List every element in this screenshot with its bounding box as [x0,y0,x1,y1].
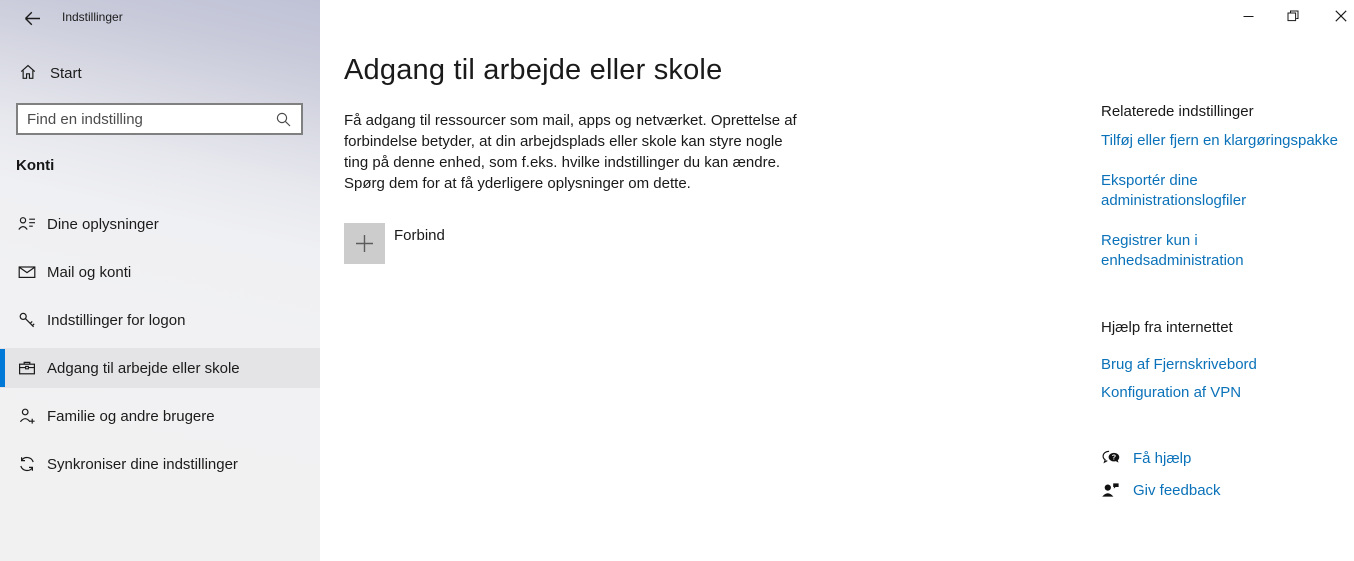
page-title: Adgang til arbejde eller skole [344,54,723,86]
sidebar-item-label: Indstillinger for logon [47,311,186,329]
sidebar-item-synkroniser-dine-indstillinger[interactable] [0,444,320,484]
sidebar [0,0,320,561]
restore-button[interactable] [1270,0,1316,32]
contact-info-icon [17,214,37,234]
sidebar-section-title: Konti [16,157,55,174]
get-help-link[interactable] [1101,448,1191,468]
restore-icon [1287,10,1299,22]
sidebar-item-adgang-til-arbejde-eller-skole[interactable] [0,348,320,388]
plus-icon [344,223,385,264]
related-settings-title: Relaterede indstillinger [1101,103,1254,120]
back-button[interactable] [12,4,52,32]
sidebar-item-mail-og-konti[interactable] [0,252,320,292]
chat-help-icon [1101,448,1121,468]
give-feedback-link[interactable] [1101,480,1221,500]
sync-icon [17,454,37,474]
key-icon [17,310,37,330]
selection-accent-bar [0,349,5,387]
give-feedback-label: Giv feedback [1133,481,1221,499]
add-person-icon [17,406,37,426]
connect-button-label: Forbind [394,227,445,244]
link-vpn-configuration-help[interactable]: Konfiguration af VPN [1101,384,1242,401]
home-icon [19,63,39,83]
close-icon [1335,10,1347,22]
sidebar-item-label: Start [50,64,82,82]
minimize-icon [1243,11,1254,22]
page-description: Få adgang til ressourcer som mail, apps og netværket. Oprettelse af forbindelse betyder, at din arbejdsplads eller skole kan styre nogle ting på denne enhed, som f.eks. hvilke indstillinger du kan ændre. Spørg dem for at få yderligere oplysninger om dette. [344,112,797,192]
sidebar-item-indstillinger-for-logon[interactable] [0,300,320,340]
svg-text:?: ? [1111,453,1117,462]
close-button[interactable] [1318,0,1354,32]
link-add-remove-provisioning-package[interactable]: Tilføj eller fjern en klargøringspakke [1101,132,1339,149]
sidebar-item-dine-oplysninger[interactable] [0,204,320,244]
briefcase-icon [17,358,37,378]
sidebar-item-label: Dine oplysninger [47,215,159,233]
feedback-person-icon [1101,480,1121,500]
search-icon[interactable] [275,111,292,128]
link-export-management-logs[interactable]: Eksportér dine administrationslogfiler [1101,172,1247,209]
search-input[interactable] [18,111,275,128]
app-title: Indstillinger [62,10,123,24]
back-arrow-icon [24,11,41,26]
minimize-button[interactable] [1225,0,1271,32]
sidebar-item-label: Adgang til arbejde eller skole [47,359,240,377]
link-remote-desktop-help[interactable]: Brug af Fjernskrivebord [1101,356,1257,373]
sidebar-item-familie-og-andre-brugere[interactable] [0,396,320,436]
settings-search-box [16,103,303,135]
sidebar-item-start[interactable] [0,56,320,90]
get-help-label: Få hjælp [1133,449,1192,467]
help-from-web-title: Hjælp fra internettet [1101,319,1233,336]
mail-icon [17,262,37,282]
sidebar-item-label: Mail og konti [47,263,132,281]
connect-button[interactable] [344,223,445,264]
sidebar-item-label: Familie og andre brugere [47,407,215,425]
sidebar-item-label: Synkroniser dine indstillinger [47,455,238,473]
link-enroll-device-management[interactable]: Registrer kun i enhedsadministration [1101,232,1244,269]
